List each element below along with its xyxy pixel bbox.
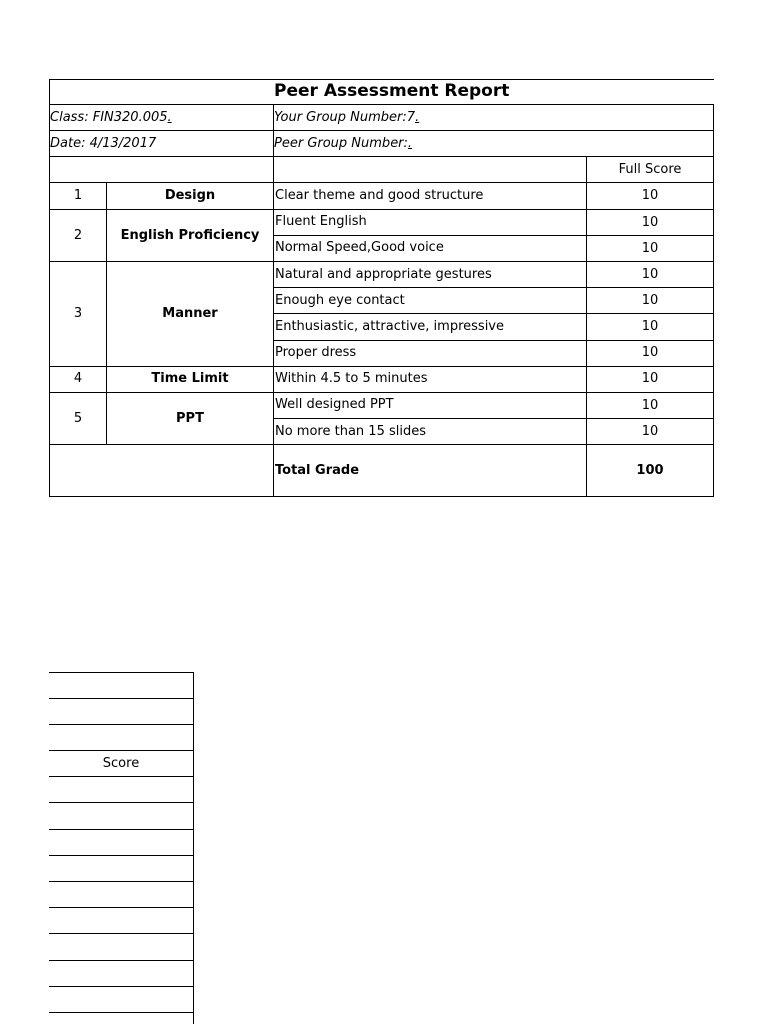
criterion-number: 4: [73, 371, 83, 386]
table-rule: [49, 986, 194, 987]
criterion-number: 2: [73, 228, 83, 243]
criterion-full-score: 10: [641, 424, 659, 439]
criterion-item: Proper dress: [275, 345, 357, 360]
criterion-number: 5: [73, 411, 83, 426]
table-rule: [49, 444, 714, 445]
table-rule: [49, 698, 194, 699]
table-rule: [49, 366, 714, 367]
total-grade-value: 100: [636, 463, 664, 478]
peer-group-number-field: [274, 137, 574, 151]
peer-group-number-label: Peer Group Number:: [274, 136, 408, 151]
table-rule: [49, 855, 194, 856]
table-rule: [49, 79, 714, 80]
class-field: [50, 111, 272, 125]
total-grade-label: Total Grade: [275, 463, 360, 478]
score-header: Score: [102, 756, 140, 771]
table-rule: [49, 672, 194, 673]
criterion-item: Well designed PPT: [275, 397, 394, 412]
date-field: Date: 4/13/2017: [50, 136, 157, 151]
criterion-category: Manner: [162, 306, 218, 321]
criterion-item: Enthusiastic, attractive, impressive: [275, 319, 504, 334]
table-rule: [49, 933, 194, 934]
class-label: Class: FIN320.005: [50, 110, 168, 125]
criterion-category: PPT: [176, 411, 204, 426]
criterion-number: 1: [73, 188, 83, 203]
table-rule: [49, 960, 194, 961]
criterion-item: Within 4.5 to 5 minutes: [275, 371, 428, 386]
criterion-full-score: 10: [641, 241, 659, 256]
criterion-item: No more than 15 slides: [275, 424, 426, 439]
table-rule: [274, 313, 714, 314]
table-rule: [49, 209, 714, 210]
criterion-category: English Proficiency: [120, 228, 260, 243]
group-number-blank: .: [415, 110, 420, 125]
criterion-item: Enough eye contact: [275, 293, 405, 308]
criterion-full-score: 10: [641, 319, 659, 334]
criterion-full-score: 10: [641, 267, 659, 282]
criterion-number: 3: [73, 306, 83, 321]
score-column-table: [49, 672, 194, 1024]
criterion-item: Normal Speed,Good voice: [275, 240, 444, 255]
table-rule: [49, 261, 714, 262]
table-rule: [49, 776, 194, 777]
criterion-full-score: 10: [641, 293, 659, 308]
group-number-field: [274, 111, 574, 125]
table-rule: [273, 104, 274, 497]
peer-assessment-table: [49, 79, 714, 497]
table-rule: [49, 104, 714, 105]
table-rule: [49, 496, 714, 497]
table-rule: [49, 156, 714, 157]
criterion-category: Time Limit: [151, 371, 229, 386]
group-number-label: Your Group Number:7: [274, 110, 416, 125]
class-blank: .: [167, 110, 172, 125]
table-rule: [713, 104, 714, 497]
table-rule: [49, 1012, 194, 1013]
criterion-full-score: 10: [641, 215, 659, 230]
table-rule: [49, 829, 194, 830]
table-rule: [49, 724, 194, 725]
table-rule: [49, 907, 194, 908]
criterion-item: Clear theme and good structure: [275, 188, 484, 203]
criterion-item: Natural and appropriate gestures: [275, 267, 492, 282]
criterion-full-score: 10: [641, 371, 659, 386]
table-rule: [49, 130, 714, 131]
criterion-full-score: 10: [641, 398, 659, 413]
table-rule: [274, 287, 714, 288]
full-score-header: Full Score: [618, 162, 682, 177]
table-rule: [49, 750, 194, 751]
table-rule: [49, 881, 194, 882]
criterion-item: Fluent English: [275, 214, 367, 229]
criterion-full-score: 10: [641, 345, 659, 360]
table-rule: [49, 392, 714, 393]
criterion-full-score: 10: [641, 188, 659, 203]
table-rule: [274, 235, 714, 236]
criterion-category: Design: [164, 188, 216, 203]
table-rule: [274, 418, 714, 419]
table-rule: [49, 182, 714, 183]
report-title: Peer Assessment Report: [274, 81, 510, 101]
table-rule: [49, 802, 194, 803]
table-rule: [274, 340, 714, 341]
peer-group-number-blank: .: [407, 136, 413, 151]
